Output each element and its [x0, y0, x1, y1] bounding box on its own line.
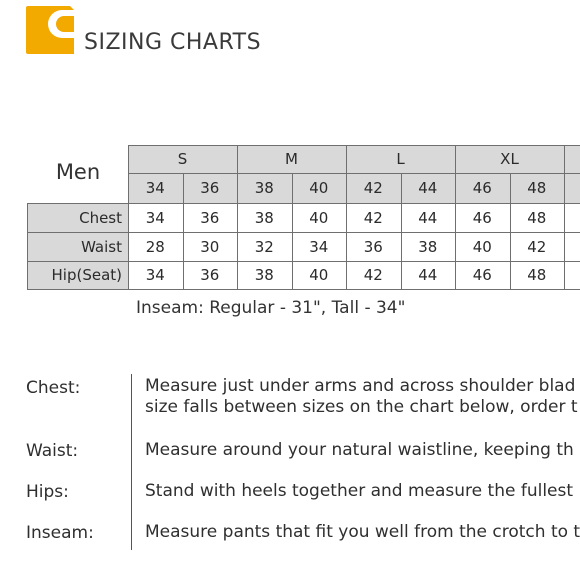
table-cell: 48	[510, 203, 565, 232]
table-gridline	[183, 173, 184, 289]
guide-label-chest: Chest:	[26, 378, 81, 398]
table-gridline	[455, 145, 456, 289]
table-cell: 34	[128, 203, 183, 232]
table-cell: 40	[455, 232, 510, 261]
size-column-header: 46	[472, 179, 492, 197]
table-cell: 34	[128, 261, 183, 289]
size-group-header: S	[177, 150, 188, 168]
size-group-header: M	[285, 150, 298, 168]
table-gridline	[128, 145, 580, 146]
table-cell: 34	[292, 232, 347, 261]
table-gridline	[237, 145, 238, 289]
table-gridline	[27, 261, 580, 262]
table-cell: 36	[346, 232, 401, 261]
guide-label-hips: Hips:	[26, 482, 69, 502]
table-cell: 42	[510, 232, 565, 261]
table-cell: 38	[401, 232, 456, 261]
inseam-note: Inseam: Regular - 31", Tall - 34"	[136, 298, 406, 318]
table-gridline	[564, 145, 565, 289]
table-gridline	[128, 173, 580, 174]
row-label-waist: Waist	[27, 232, 128, 261]
size-column-header: 36	[200, 179, 220, 197]
guide-label-inseam: Inseam:	[26, 523, 94, 543]
table-cell: 42	[346, 261, 401, 289]
table-cell: 32	[237, 232, 292, 261]
size-column-header: 48	[527, 179, 547, 197]
size-column-header: 42	[363, 179, 383, 197]
guide-label-waist: Waist:	[26, 441, 79, 461]
guide-text-inseam	[145, 522, 580, 543]
logo-c-shape	[56, 16, 74, 32]
table-cell: 48	[510, 261, 565, 289]
brand-logo-icon	[26, 6, 74, 54]
guide-divider	[131, 374, 132, 550]
table-gridline	[510, 173, 511, 289]
table-cell: 40	[292, 203, 347, 232]
guide-text-hips	[145, 481, 573, 502]
guide-text-line: Measure around your natural waistline, keeping th	[145, 440, 574, 460]
table-cell: 44	[401, 261, 456, 289]
guide-text-line: Measure pants that fit you well from the crotch to t	[145, 522, 580, 542]
table-gridline	[27, 203, 28, 289]
table-gridline	[27, 289, 580, 290]
page-title: SIZING CHARTS	[84, 30, 262, 55]
table-gridline	[27, 232, 580, 233]
guide-text-waist	[145, 440, 574, 461]
table-cell: 38	[237, 203, 292, 232]
table-cell: 46	[455, 203, 510, 232]
table-gridline	[401, 173, 402, 289]
table-cell: 30	[183, 232, 238, 261]
table-cell: 38	[237, 261, 292, 289]
row-label-chest: Chest	[27, 203, 128, 232]
table-gridline	[27, 203, 580, 204]
table-cell: 42	[346, 203, 401, 232]
guide-text-chest	[145, 376, 578, 418]
table-corner-label: Men	[55, 160, 101, 184]
size-group-header: L	[396, 150, 405, 168]
table-gridline	[292, 173, 293, 289]
guide-text-line: size falls between sizes on the chart below, order t	[145, 397, 578, 417]
size-column-header: 34	[145, 179, 165, 197]
table-cell: 40	[292, 261, 347, 289]
table-cell: 36	[183, 261, 238, 289]
table-gridline	[128, 145, 129, 289]
size-column-header: 38	[254, 179, 274, 197]
size-group-header: XL	[500, 150, 519, 168]
size-column-header: 44	[418, 179, 438, 197]
table-cell: 46	[455, 261, 510, 289]
row-label-hipseat: Hip(Seat)	[27, 261, 128, 289]
table-cell: 28	[128, 232, 183, 261]
table-cell: 36	[183, 203, 238, 232]
size-column-header: 40	[309, 179, 329, 197]
table-gridline	[346, 145, 347, 289]
guide-text-line: Stand with heels together and measure the fullest	[145, 481, 574, 501]
guide-text-line: Measure just under arms and across shoulder blad	[145, 376, 576, 396]
table-cell: 44	[401, 203, 456, 232]
